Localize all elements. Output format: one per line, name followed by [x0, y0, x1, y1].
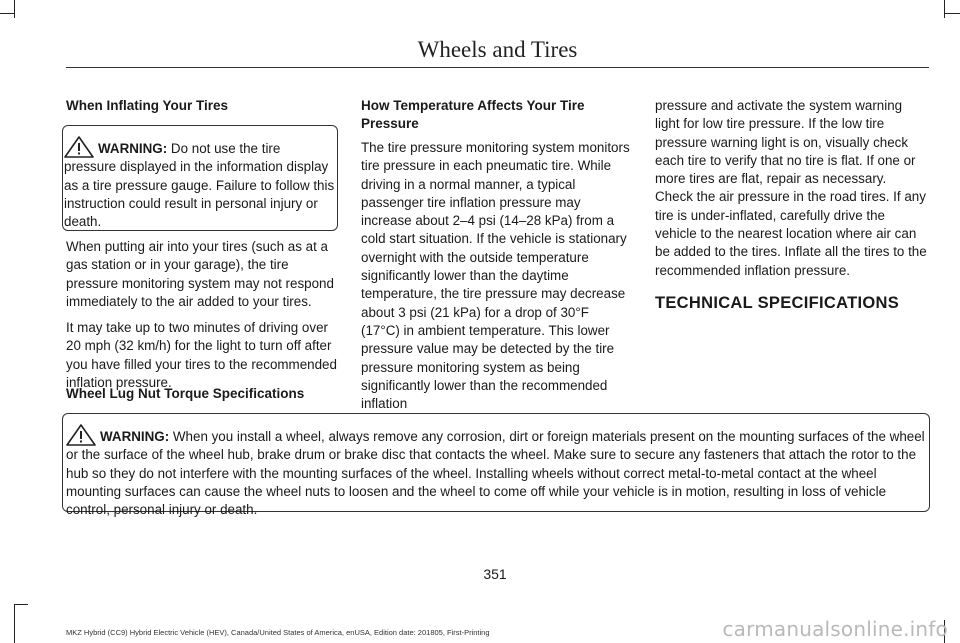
section-title: TECHNICAL SPECIFICATIONS: [655, 293, 900, 312]
warning-text: When you install a wheel, always remove any corrosion, dirt or foreign materials present on the mounting surfaces of the wheel or the surface of the wheel hub, brake drum or brake disc that contacts the wheel. Make sure to secure any fasteners that attach the rotor to the hub so they do not interfere with the mounting surfaces of the wheel. Installing wheels without correct metal-to-metal contact at the wheel mounting surfaces can cause the wheel nuts to loosen and the wheel to come off while your vehicle is in motion, resulting in loss of vehicle control, personal injury or death.: [66, 429, 925, 518]
crop-mark: [945, 13, 960, 14]
crop-mark: [0, 13, 14, 14]
warning-text: Do not use the tire pressure displayed in the information display as a tire pressure gauge. Failure to follow this instruction could result in personal injury or death.: [64, 141, 335, 230]
column-1-body: [66, 238, 338, 400]
page-number: 351: [483, 566, 507, 582]
crop-mark: [944, 0, 945, 18]
paragraph: pressure and activate the system warning light for low tire pressure. If the low tire pressure warning light is on, visually check each tire to verify that no tire is flat. If one or more tires are flat, repair as necessary. Check the air pressure in the road tires. If any tire is under-inflated, carefully drive the vehicle to the nearest location where air can be added to the tires. Inflate all the tires to the recommended inflation pressure.: [655, 98, 927, 278]
column-1: [66, 97, 338, 115]
warning-box: [62, 413, 930, 518]
column-3: [655, 97, 927, 313]
page-title: Wheels and Tires: [417, 37, 578, 62]
paragraph: When putting air into your tires (such as at a gas station or in your garage), the tire pressure monitoring system may not respond immediately to the air added to your tires.: [66, 239, 334, 309]
paragraph: It may take up to two minutes of driving over 20 mph (32 km/h) for the light to turn off after you have filled your tires to the recommended inflation pressure.: [66, 320, 337, 391]
warning-label: WARNING:: [98, 141, 168, 156]
section-heading: Wheel Lug Nut Torque Specifications: [66, 386, 305, 401]
crop-mark: [14, 604, 15, 643]
warning-triangle-icon: [64, 136, 94, 158]
warning-triangle-icon: [66, 424, 96, 446]
edition-footer: MKZ Hybrid (CC9) Hybrid Electric Vehicle (HEV), Canada/United States of America, enUSA, Edition date: 201805, First-Printing: [66, 628, 490, 637]
warning-label: WARNING:: [100, 429, 170, 444]
paragraph: The tire pressure monitoring system monitors tire pressure in each pneumatic tire. While driving in a normal manner, a typical passenger tire inflation pressure may increase about 2–4 psi (14–28 kPa) from a cold start situation. If the vehicle is stationary overnight with the outside temperature significantly lower than the daytime temperature, the tire pressure may decrease about 3 psi (21 kPa) for a drop of 30°F (17°C) in ambient temperature. This lower pressure value may be detected by the tire pressure monitoring system as being significantly lower than the recommended inflation: [361, 140, 630, 412]
section-heading: When Inflating Your Tires: [66, 98, 229, 113]
watermark: carmanualsonline.info: [722, 617, 948, 641]
section-heading: How Temperature Affects Your Tire Pressure: [361, 98, 585, 131]
warning-box: [62, 125, 338, 231]
crop-mark: [14, 604, 28, 605]
column-2: [361, 97, 631, 421]
header-divider: [66, 67, 929, 68]
crop-mark: [14, 0, 15, 18]
